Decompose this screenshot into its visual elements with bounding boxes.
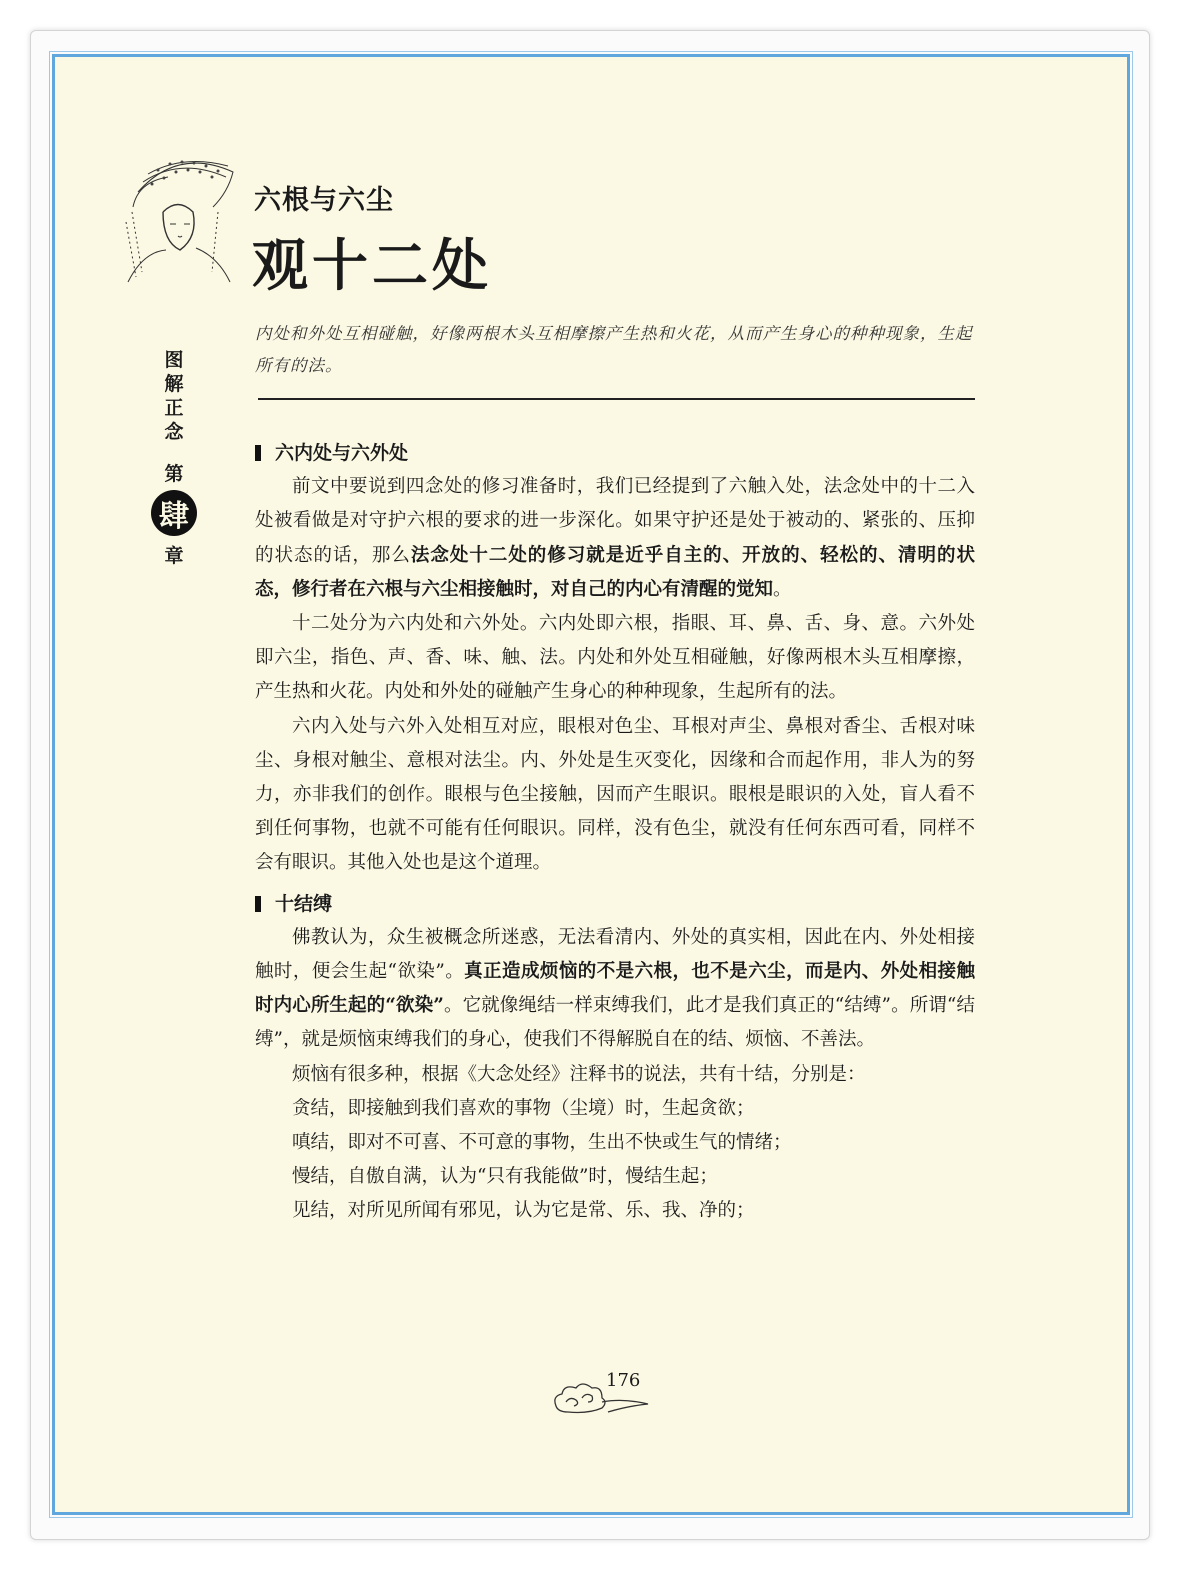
list-item: 嗔结，即对不可喜、不可意的事物，生出不快或生气的情绪； [292,1132,792,1154]
main-content [255,436,975,1229]
heading-marker-icon [255,445,261,461]
paragraph-text: 。它就像绳结一样束缚我们，此才是我们真正的“结缚”。所谓“结缚”，就是烦恼束缚我们的身心，使我们不得解脱自在的结、烦恼、不善法。 [255,995,975,1051]
page-number: 176 [606,1370,641,1391]
paragraph: 六内入处与六外入处相互对应，眼根对色尘、耳根对声尘、鼻根对香尘、舌根对味尘、身根对触尘、意根对法尘。内、外处是生灭变化，因缘和合而起作用，非人为的努力，亦非我们的创作。眼根与色尘接触，因而产生眼识。眼根是眼识的入处，盲人看不到任何事物，也就不可能有任何眼识。同样，没有色尘，就没有任何东西可看，同样不会有眼识。其他入处也是这个道理。 [255,715,975,874]
section-heading-text: 十结缚 [275,892,333,915]
paragraph-text: 前文中要说到四念处的修习准备时，我们已经提到了六触入处，法念处中的十二入处被看做是对守护六根的要求的进一步深化。如果守护还是处于被动的、紧张的、压抑的状态的话，那么 [255,476,975,566]
side-tab-char: 解 [164,373,184,395]
page-title: 观十二处 [252,233,492,299]
section-heading-text: 六内处与六外处 [275,442,409,464]
paragraph-text: 。 [773,578,792,600]
monk-portrait-illustration [118,152,238,287]
paragraph [255,470,975,607]
paragraph: 十二处分为六内处和六外处。六内处即六根，指眼、耳、鼻、舌、身、意。六外处即六尘，指色、声、香、味、触、法。内处和外处互相碰触，好像两根木头互相摩擦，产生热和火花。内处和外处的碰触产生身心的种种现象，生起所有的法。 [255,613,975,703]
side-tab-di: 第 [164,463,184,485]
paragraph: 烦恼有很多种，根据《大念处经》注释书的说法，共有十结，分别是： [292,1063,866,1085]
list-item: 贪结，即接触到我们喜欢的事物（尘境）时，生起贪欲； [292,1097,755,1119]
side-tab-char: 念 [164,421,184,443]
section-heading [255,436,975,470]
intro-summary: 内处和外处互相碰触，好像两根木头互相摩擦产生热和火花，从而产生身心的种种现象，生起所有的法。 [255,324,973,375]
side-tab-zhang: 章 [164,545,184,567]
chapter-subtitle: 六根与六尘 [254,185,394,216]
side-tab-char: 图 [164,349,184,371]
side-tab-char: 正 [164,397,184,419]
list-item: 见结，对所见所闻有邪见，认为它是常、乐、我、净的； [292,1200,755,1222]
chapter-number-badge: 肆 [151,490,197,536]
heading-marker-icon [255,896,261,912]
side-chapter-tab [150,348,198,568]
bold-text: 真正造成烦恼的不是六根，也不是六尘，而是内、外处相接触时内心所生起的“欲染” [255,961,975,1017]
paragraph [255,921,975,1058]
section-heading [255,887,975,921]
list-item: 慢结，自傲自满，认为“只有我能做”时，慢结生起； [292,1166,718,1188]
divider-rule [258,398,975,400]
cloud-ornament-icon [548,1368,658,1420]
paragraph-text: 佛教认为，众生被概念所迷惑，无法看清内、外处的真实相，因此在内、外处相接触时，便会生起“欲染”。 [255,926,975,983]
bold-text: 法念处十二处的修习就是近乎自主的、开放的、轻松的、清明的状态，修行者在六根与六尘相接触时，对自己的内心有清醒的觉知 [255,544,975,600]
